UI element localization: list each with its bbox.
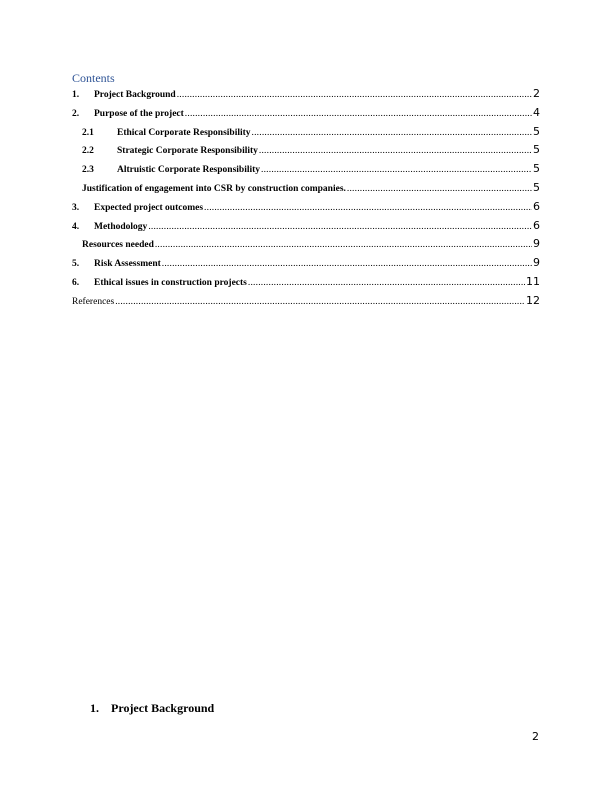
toc-entry[interactable] xyxy=(72,237,540,256)
dot-leader xyxy=(248,278,525,288)
toc-entry-title: Project Background xyxy=(94,90,176,100)
toc-entry-number: 6. xyxy=(72,277,80,288)
dot-leader xyxy=(177,90,532,100)
dot-leader xyxy=(115,297,525,307)
section-heading xyxy=(90,701,214,716)
toc-entry-title: Altruistic Corporate Responsibility xyxy=(117,165,261,176)
toc-entry-page: 9 xyxy=(533,237,540,251)
toc-entry-title: Justification of engagement into CSR by construction companies. xyxy=(82,183,346,194)
toc-entry[interactable] xyxy=(72,219,540,238)
toc-entry-title: Ethical issues in construction projects xyxy=(94,277,247,288)
toc-entry-title: Resources needed xyxy=(82,240,154,251)
toc-entry-page: 5 xyxy=(533,124,540,138)
toc-entry-page: 5 xyxy=(533,143,540,157)
toc-entry[interactable] xyxy=(72,181,540,200)
toc-entry-page: 5 xyxy=(533,180,540,194)
toc-entry-title: Ethical Corporate Responsibility xyxy=(117,127,251,138)
toc-entry-number: 4. xyxy=(72,221,80,232)
toc-entry[interactable] xyxy=(72,87,540,106)
toc-entry-page: 9 xyxy=(533,256,540,270)
table-of-contents xyxy=(72,87,540,313)
toc-entry-page: 4 xyxy=(533,105,540,119)
toc-entry-page: 6 xyxy=(533,199,540,213)
toc-entry-number: 5. xyxy=(72,259,80,270)
toc-entry[interactable] xyxy=(72,294,540,313)
toc-entry-title: Expected project outcomes xyxy=(94,202,204,213)
toc-entry-title: Purpose of the project xyxy=(94,108,184,119)
toc-entry[interactable] xyxy=(72,106,540,125)
toc-entry-page: 6 xyxy=(533,218,540,232)
toc-entry-number: 2.2 xyxy=(82,146,94,157)
toc-entry-page: 12 xyxy=(526,293,540,307)
toc-entry[interactable] xyxy=(72,125,540,144)
toc-entry-number: 3. xyxy=(72,202,80,213)
toc-entry-number: 2.1 xyxy=(82,127,94,138)
toc-entry[interactable] xyxy=(72,143,540,162)
dot-leader xyxy=(185,109,532,119)
toc-entry[interactable] xyxy=(72,275,540,294)
toc-entry-title: Strategic Corporate Responsibility xyxy=(117,146,258,157)
toc-entry-number: 2. xyxy=(72,108,80,119)
toc-entry-title: Methodology xyxy=(94,221,148,232)
toc-title: Contents xyxy=(72,71,115,85)
dot-leader xyxy=(162,259,532,269)
toc-entry[interactable] xyxy=(72,162,540,181)
toc-entry[interactable] xyxy=(72,256,540,275)
toc-entry[interactable] xyxy=(72,200,540,219)
page-number: 2 xyxy=(532,730,539,743)
toc-entry-number: 2.3 xyxy=(82,165,94,176)
section-heading-number: 1. xyxy=(90,701,99,715)
dot-leader xyxy=(148,222,532,232)
toc-entry-page: 11 xyxy=(526,274,540,288)
dot-leader xyxy=(204,203,532,213)
dot-leader xyxy=(261,165,532,175)
dot-leader xyxy=(252,128,532,138)
dot-leader xyxy=(259,146,532,156)
dot-leader xyxy=(155,240,532,250)
toc-entry-number: 1. xyxy=(72,90,80,100)
dot-leader xyxy=(347,184,532,194)
toc-entry-page: 2 xyxy=(533,87,540,100)
toc-entry-page: 5 xyxy=(533,162,540,176)
toc-entry-title: Risk Assessment xyxy=(94,259,161,270)
toc-entry-title: References xyxy=(72,296,115,307)
section-heading-text: Project Background xyxy=(111,701,215,715)
